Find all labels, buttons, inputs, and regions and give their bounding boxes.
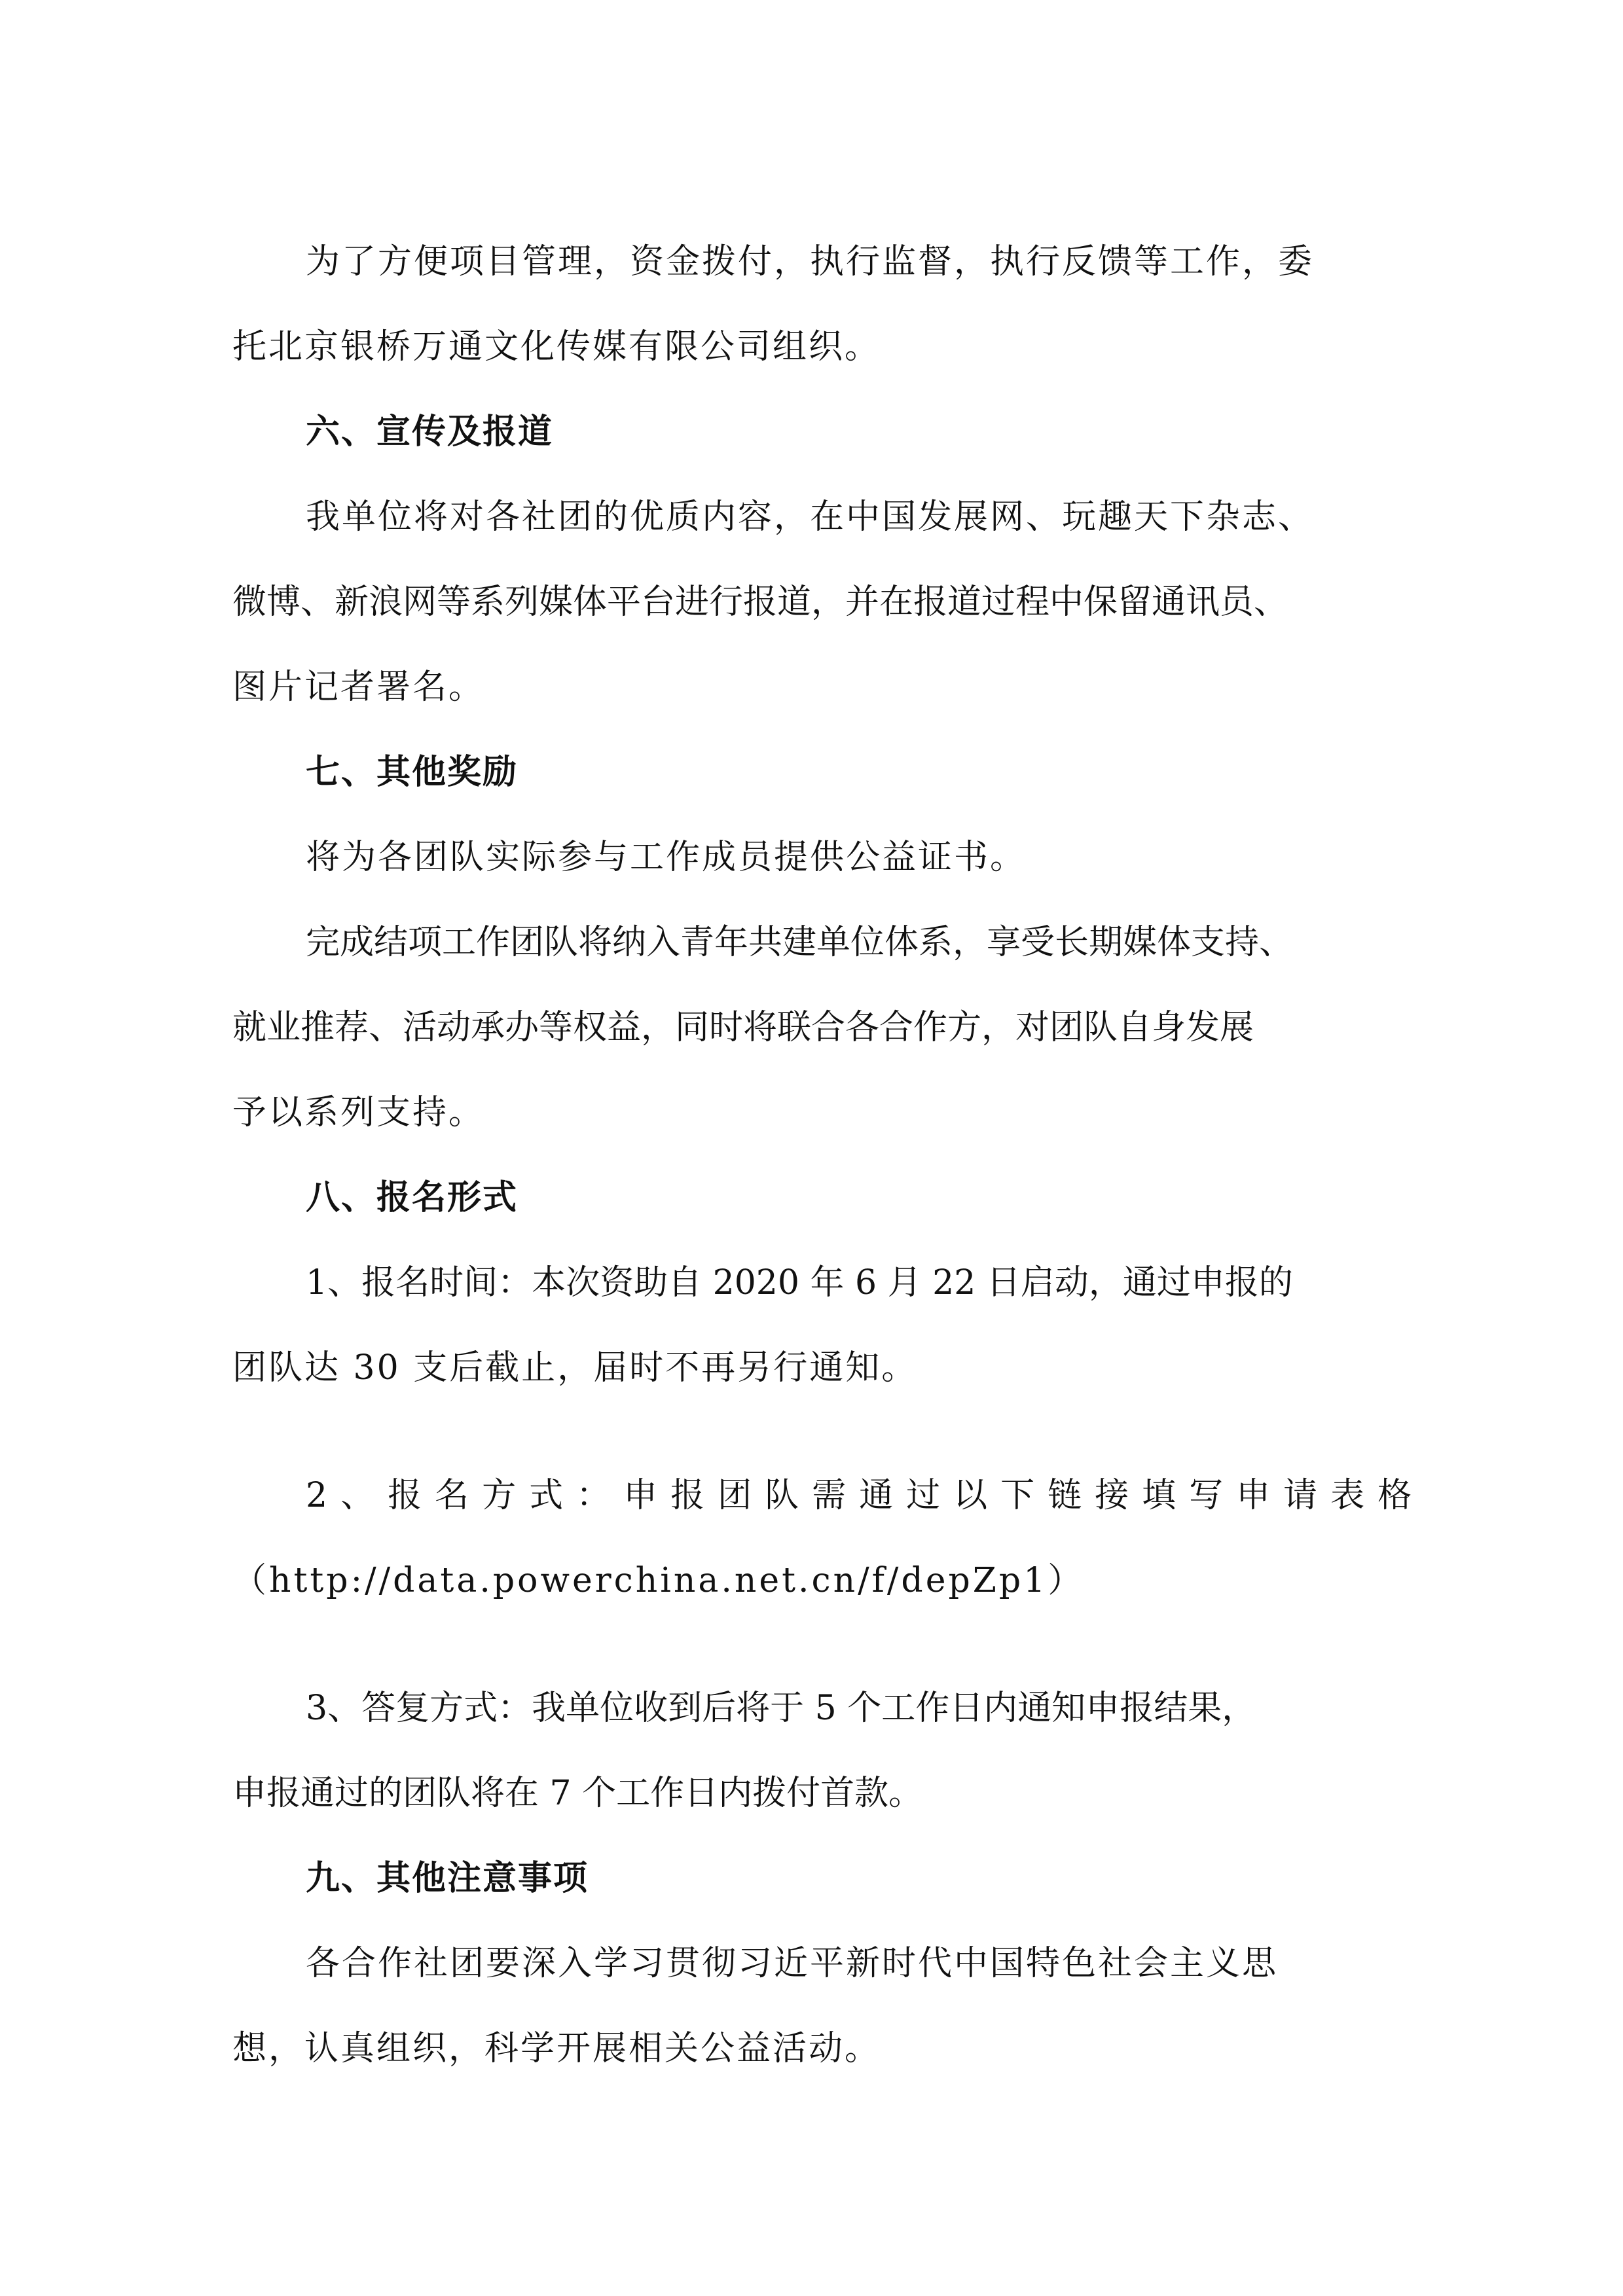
paragraph-line: 图片记者署名。: [232, 668, 485, 707]
paragraph-line: 3、答复方式：我单位收到后将于 5 个工作日内通知申报结果，: [306, 1689, 1256, 1728]
paragraph-line: 2、报名方式：申报团队需通过以下链接填写申请表格: [306, 1476, 1425, 1515]
section-heading: 八、报名形式: [306, 1178, 519, 1217]
paragraph-line: 就业推荐、活动承办等权益，同时将联合各合作方，对团队自身发展: [232, 1008, 1254, 1047]
section-heading: 九、其他注意事项: [306, 1859, 589, 1898]
section-heading: 七、其他奖励: [306, 753, 519, 792]
paragraph-line: 予以系列支持。: [232, 1093, 485, 1132]
registration-link: （http://data.powerchina.net.cn/f/depZp1）: [232, 1561, 1085, 1600]
paragraph-line: 托北京银桥万通文化传媒有限公司组织。: [232, 327, 881, 367]
paragraph-line: 微博、新浪网等系列媒体平台进行报道，并在报道过程中保留通讯员、: [232, 583, 1288, 622]
section-publicity: [232, 389, 1385, 730]
paragraph-line: 想，认真组织，科学开展相关公益活动。: [232, 2029, 881, 2068]
paragraph-line: 将为各团队实际参与工作成员提供公益证书。: [306, 838, 1027, 877]
paragraph-spacer: [232, 1623, 1385, 1666]
paragraph-line: 为了方便项目管理，资金拨付，执行监督，执行反馈等工作，委: [306, 242, 1315, 281]
section-heading: 六、宣传及报道: [306, 412, 554, 452]
paragraph-spacer: [232, 1410, 1385, 1453]
paragraph-project-management: [232, 219, 1385, 389]
paragraph-line: 我单位将对各社团的优质内容，在中国发展网、玩趣天下杂志、: [306, 497, 1315, 537]
paragraph-line: 完成结项工作团队将纳入青年共建单位体系，享受长期媒体支持、: [306, 923, 1294, 962]
document-body: [232, 219, 1425, 2091]
paragraph-line: 申报通过的团队将在 7 个工作日内拨付首款。: [232, 1774, 923, 1813]
section-registration: [232, 1155, 1425, 1836]
paragraph-line: 1、报名时间：本次资助自 2020 年 6 月 22 日启动，通过申报的: [306, 1263, 1293, 1302]
section-notes: [232, 1836, 1385, 2091]
paragraph-line: 团队达 30 支后截止，届时不再另行通知。: [232, 1348, 918, 1388]
paragraph-line: 各合作社团要深入学习贯彻习近平新时代中国特色社会主义思: [306, 1944, 1279, 1983]
section-other-rewards: [232, 730, 1385, 1155]
